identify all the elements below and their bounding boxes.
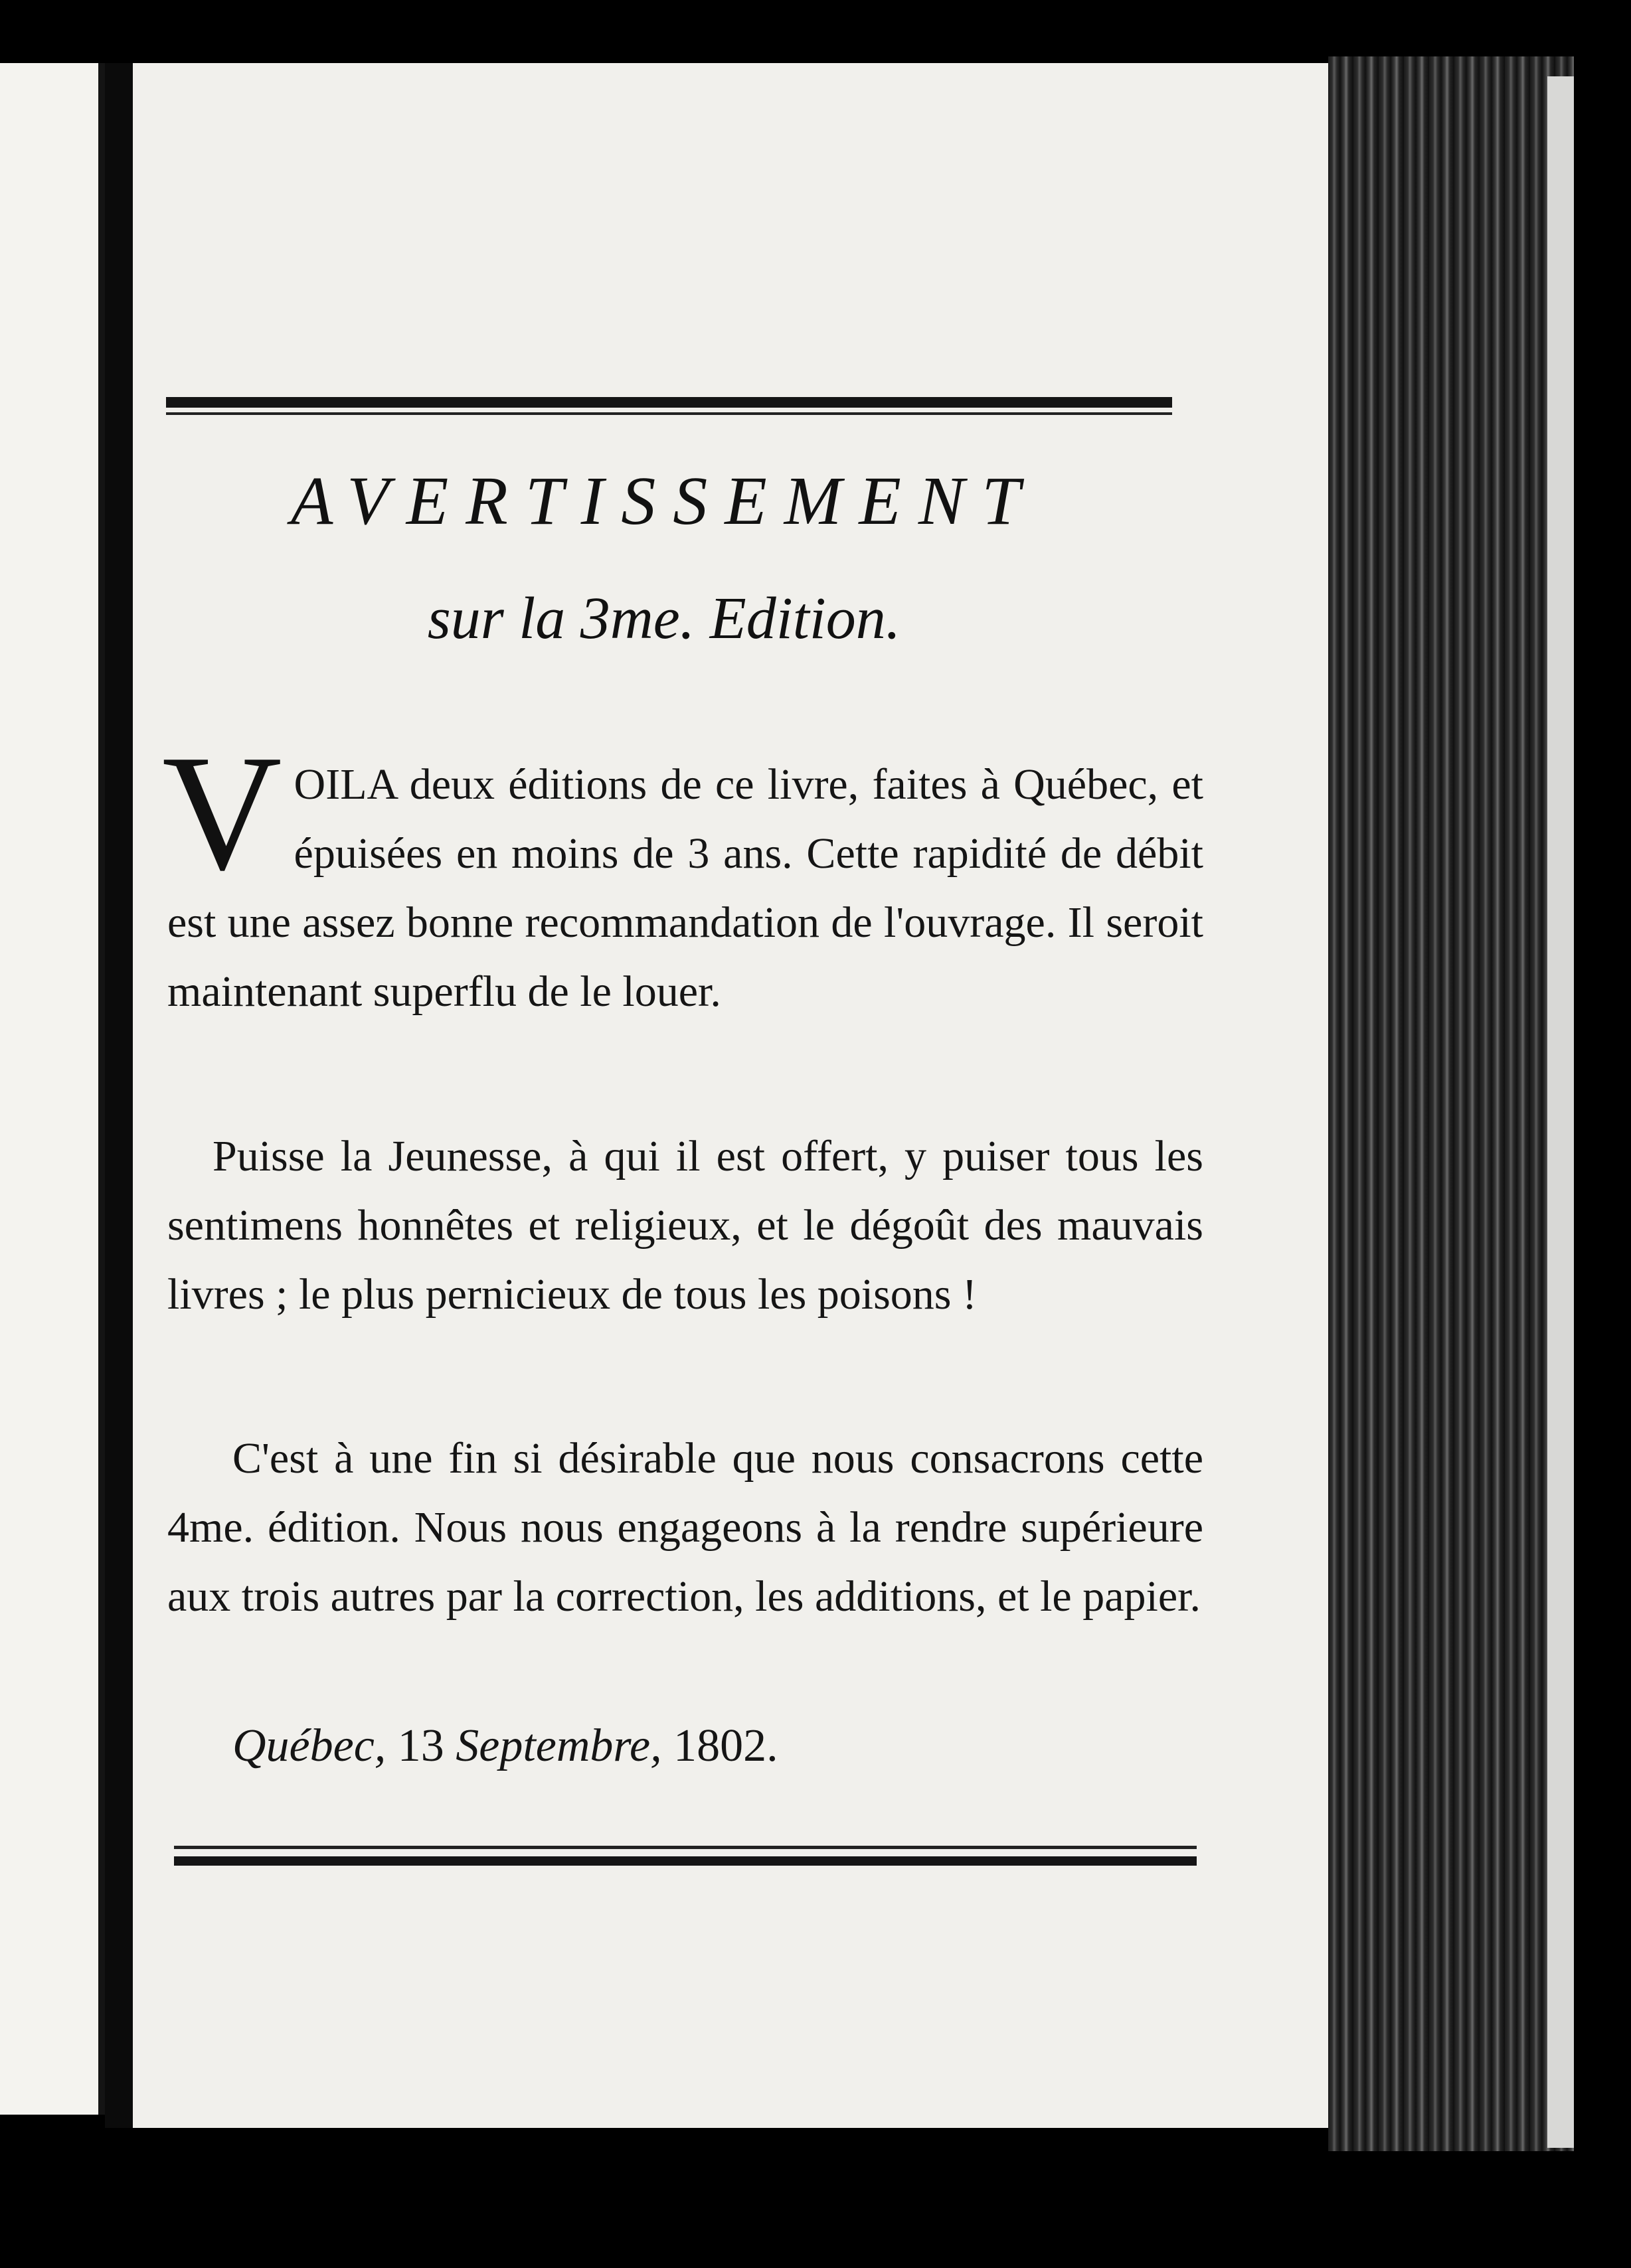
signature-day: 13 bbox=[397, 1720, 444, 1771]
background-shadow bbox=[1574, 73, 1614, 2151]
bottom-rule-thick bbox=[174, 1856, 1197, 1866]
page-edges-stack bbox=[1328, 56, 1574, 2151]
paragraph-1-text: OILA deux éditions de ce livre, faites à Québec, et épuisées en moins de 3 ans. Cette rapidité de débit est une assez bonne recommandation de l'ouvrage. Il seroit maintenant superflu de le louer. bbox=[167, 760, 1203, 1016]
signature-month: Septembre, bbox=[456, 1720, 662, 1771]
paragraph-3: C'est à une fin si désirable que nous consacrons cette 4me. édition. Nous nous engageons à la rendre supérieure aux trois autres par la correction, les additions, et le papier. bbox=[167, 1434, 1203, 1621]
book-gutter bbox=[105, 63, 133, 2128]
page-edges-end bbox=[1547, 76, 1574, 2148]
top-rule-thick bbox=[166, 397, 1172, 408]
paragraph-2: Puisse la Jeunesse, à qui il est offert, y puiser tous les sentimens honnêtes et religieux, et le dégoût des mauvais livres ; le plus pernicieux de tous les poisons ! bbox=[167, 1132, 1203, 1319]
top-rule-thin bbox=[166, 412, 1172, 415]
signature-year: 1802. bbox=[673, 1720, 778, 1771]
book-page bbox=[133, 63, 1328, 2128]
bottom-rule-thin bbox=[174, 1846, 1197, 1849]
signature-place: Québec, bbox=[232, 1720, 386, 1771]
page-title: AVERTISSEMENT bbox=[290, 463, 1038, 539]
drop-cap: V bbox=[162, 721, 282, 905]
signature-line bbox=[232, 1720, 1162, 1773]
page-subtitle: sur la 3me. Edition. bbox=[427, 586, 901, 651]
previous-page-edge bbox=[0, 63, 105, 2115]
paragraph-1 bbox=[162, 721, 1203, 1026]
